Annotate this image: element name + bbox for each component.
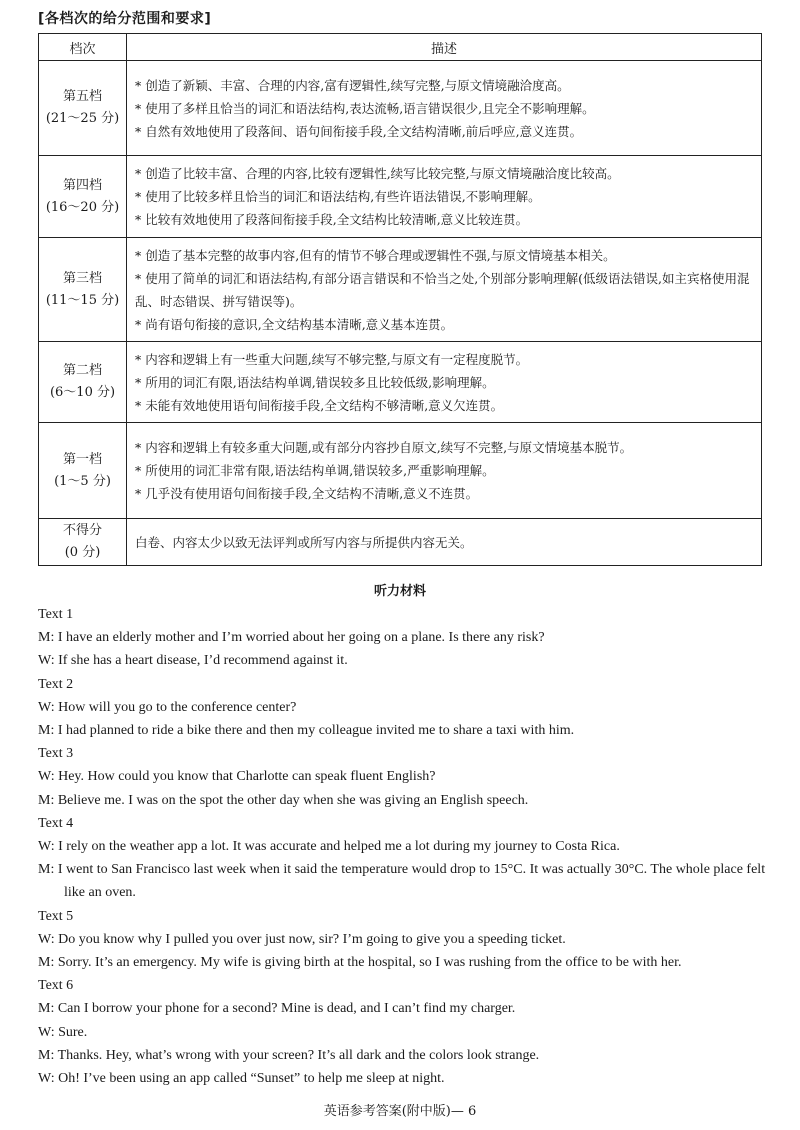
- criterion: * 所用的词汇有限,语法结构单调,错误较多且比较低级,影响理解。: [135, 374, 495, 390]
- dialogue-line: M: Thanks. Hey, what’s wrong with your screen? It’s all dark and the colors look strange.: [38, 1047, 540, 1063]
- listening-script: [38, 603, 766, 1090]
- level-name: 第二档: [62, 363, 102, 378]
- criterion: * 未能有效地使用语句间衔接手段,全文结构不够清晰,意义欠连贯。: [135, 397, 504, 413]
- rubric-row-4: [39, 156, 762, 238]
- text-heading: Text 6: [38, 978, 74, 994]
- dialogue-line: W: How will you go to the conference center?: [38, 699, 297, 715]
- dialogue-line: W: Hey. How could you know that Charlotte can speak fluent English?: [38, 769, 436, 785]
- dialogue-line: W: If she has a heart disease, I’d recommend against it.: [38, 653, 348, 669]
- level-cell: [39, 156, 127, 238]
- criterion: * 内容和逻辑上有一些重大问题,续写不够完整,与原文有一定程度脱节。: [135, 351, 529, 367]
- dialogue-line: M: I have an elderly mother and I’m worried about her going on a plane. Is there any risk?: [38, 630, 545, 646]
- criterion: * 内容和逻辑上有较多重大问题,或有部分内容抄自原文,续写不完整,与原文情境基本脱节。: [135, 440, 633, 455]
- dialogue-line: W: Sure.: [38, 1024, 88, 1040]
- dialogue-line: M: I went to San Francisco last week when it said the temperature would drop to 15°C. It was actually 30°C. The whole place felt like an oven.: [38, 862, 766, 901]
- criterion: * 比较有效地使用了段落间衔接手段,全文结构比较清晰,意义比较连贯。: [135, 212, 529, 227]
- description-cell: [127, 342, 762, 423]
- level-name: 第一档: [62, 451, 102, 467]
- level-range: (0 分): [64, 545, 101, 560]
- level-range: (1～5 分): [54, 473, 111, 489]
- level-range: (11～15 分): [45, 292, 120, 308]
- dialogue-line: M: Believe me. I was on the spot the other day when she was giving an English speech.: [38, 792, 529, 808]
- level-name: 不得分: [62, 523, 102, 538]
- dialogue-line: M: I had planned to ride a bike there and then my colleague invited me to share a taxi with him.: [38, 723, 575, 739]
- description-cell: [127, 61, 762, 156]
- level-name: 第五档: [62, 89, 102, 104]
- criterion: 白卷、内容太少以致无法评判或所写内容与所提供内容无关。: [135, 534, 473, 550]
- criterion: * 使用了多样且恰当的词汇和语法结构,表达流畅,语言错误很少,且完全不影响理解。: [135, 100, 595, 116]
- criterion: * 自然有效地使用了段落间、语句间衔接手段,全文结构清晰,前后呼应,意义连贯。: [135, 123, 583, 139]
- rubric-table: [38, 33, 762, 566]
- dialogue-line: M: Sorry. It’s an emergency. My wife is giving birth at the hospital, so I was rushing from the office to be with her.: [38, 955, 682, 971]
- text-heading: Text 3: [38, 746, 74, 762]
- text-heading: Text 1: [38, 607, 74, 622]
- rubric-row-2: [39, 342, 762, 423]
- criterion: * 创造了新颖、丰富、合理的内容,富有逻辑性,续写完整,与原文情境融洽度高。: [135, 77, 570, 93]
- text-heading: Text 4: [38, 815, 74, 831]
- criterion: * 所使用的词汇非常有限,语法结构单调,错误较多,严重影响理解。: [135, 463, 495, 478]
- level-range: (21～25 分): [45, 111, 120, 126]
- rubric-row-1: [39, 423, 762, 519]
- level-range: (16～20 分): [45, 199, 120, 215]
- criterion: * 几乎没有使用语句间衔接手段,全文结构不清晰,意义不连贯。: [135, 486, 479, 501]
- dialogue-line: M: Can I borrow your phone for a second? Mine is dead, and I can’t find my charger.: [38, 1001, 516, 1017]
- level-cell: [39, 519, 127, 566]
- dialogue-line: W: Do you know why I pulled you over just now, sir? I’m going to give you a speeding ticket.: [38, 931, 566, 947]
- criterion: * 创造了比较丰富、合理的内容,比较有逻辑性,续写比较完整,与原文情境融洽度比较高。: [135, 166, 620, 181]
- dialogue-line: W: I rely on the weather app a lot. It was accurate and helped me a lot during my journey to Costa Rica.: [38, 839, 620, 855]
- criterion: * 创造了基本完整的故事内容,但有的情节不够合理或逻辑性不强,与原文情境基本相关。: [135, 247, 616, 263]
- dialogue-line: W: Oh! I’ve been using an app called “Sunset” to help me sleep at night.: [38, 1071, 445, 1087]
- text-heading: Text 2: [38, 676, 74, 692]
- description-cell: [127, 519, 762, 566]
- level-cell: [39, 238, 127, 342]
- description-cell: [127, 156, 762, 238]
- criterion: * 使用了简单的词汇和语法结构,有部分语言错误和不恰当之处,个别部分影响理解(低级语法错误,如主宾格使用混乱、时态错误、拼写错误等)。: [135, 270, 750, 309]
- level-cell: [39, 423, 127, 519]
- header-description: 描述: [127, 34, 762, 61]
- rubric-row-0: [39, 519, 762, 566]
- rubric-row-5: [39, 61, 762, 156]
- rubric-header-row: [39, 34, 762, 61]
- level-cell: [39, 61, 127, 156]
- text-heading: Text 5: [38, 908, 74, 924]
- listening-title: 听力材料: [373, 584, 426, 599]
- criterion: * 尚有语句衔接的意识,全文结构基本清晰,意义基本连贯。: [135, 316, 454, 332]
- description-cell: [127, 423, 762, 519]
- section-title: [各档次的给分范围和要求]: [38, 11, 212, 27]
- level-range: (6～10 分): [49, 385, 116, 400]
- page-footer: 英语参考答案(附中版)— 6: [323, 1104, 477, 1119]
- level-cell: [39, 342, 127, 423]
- rubric-row-3: [39, 238, 762, 342]
- description-cell: [127, 238, 762, 342]
- criterion: * 使用了比较多样且恰当的词汇和语法结构,有些许语法错误,不影响理解。: [135, 189, 541, 204]
- header-level: 档次: [39, 34, 127, 61]
- level-name: 第四档: [62, 177, 102, 193]
- level-name: 第三档: [62, 270, 102, 286]
